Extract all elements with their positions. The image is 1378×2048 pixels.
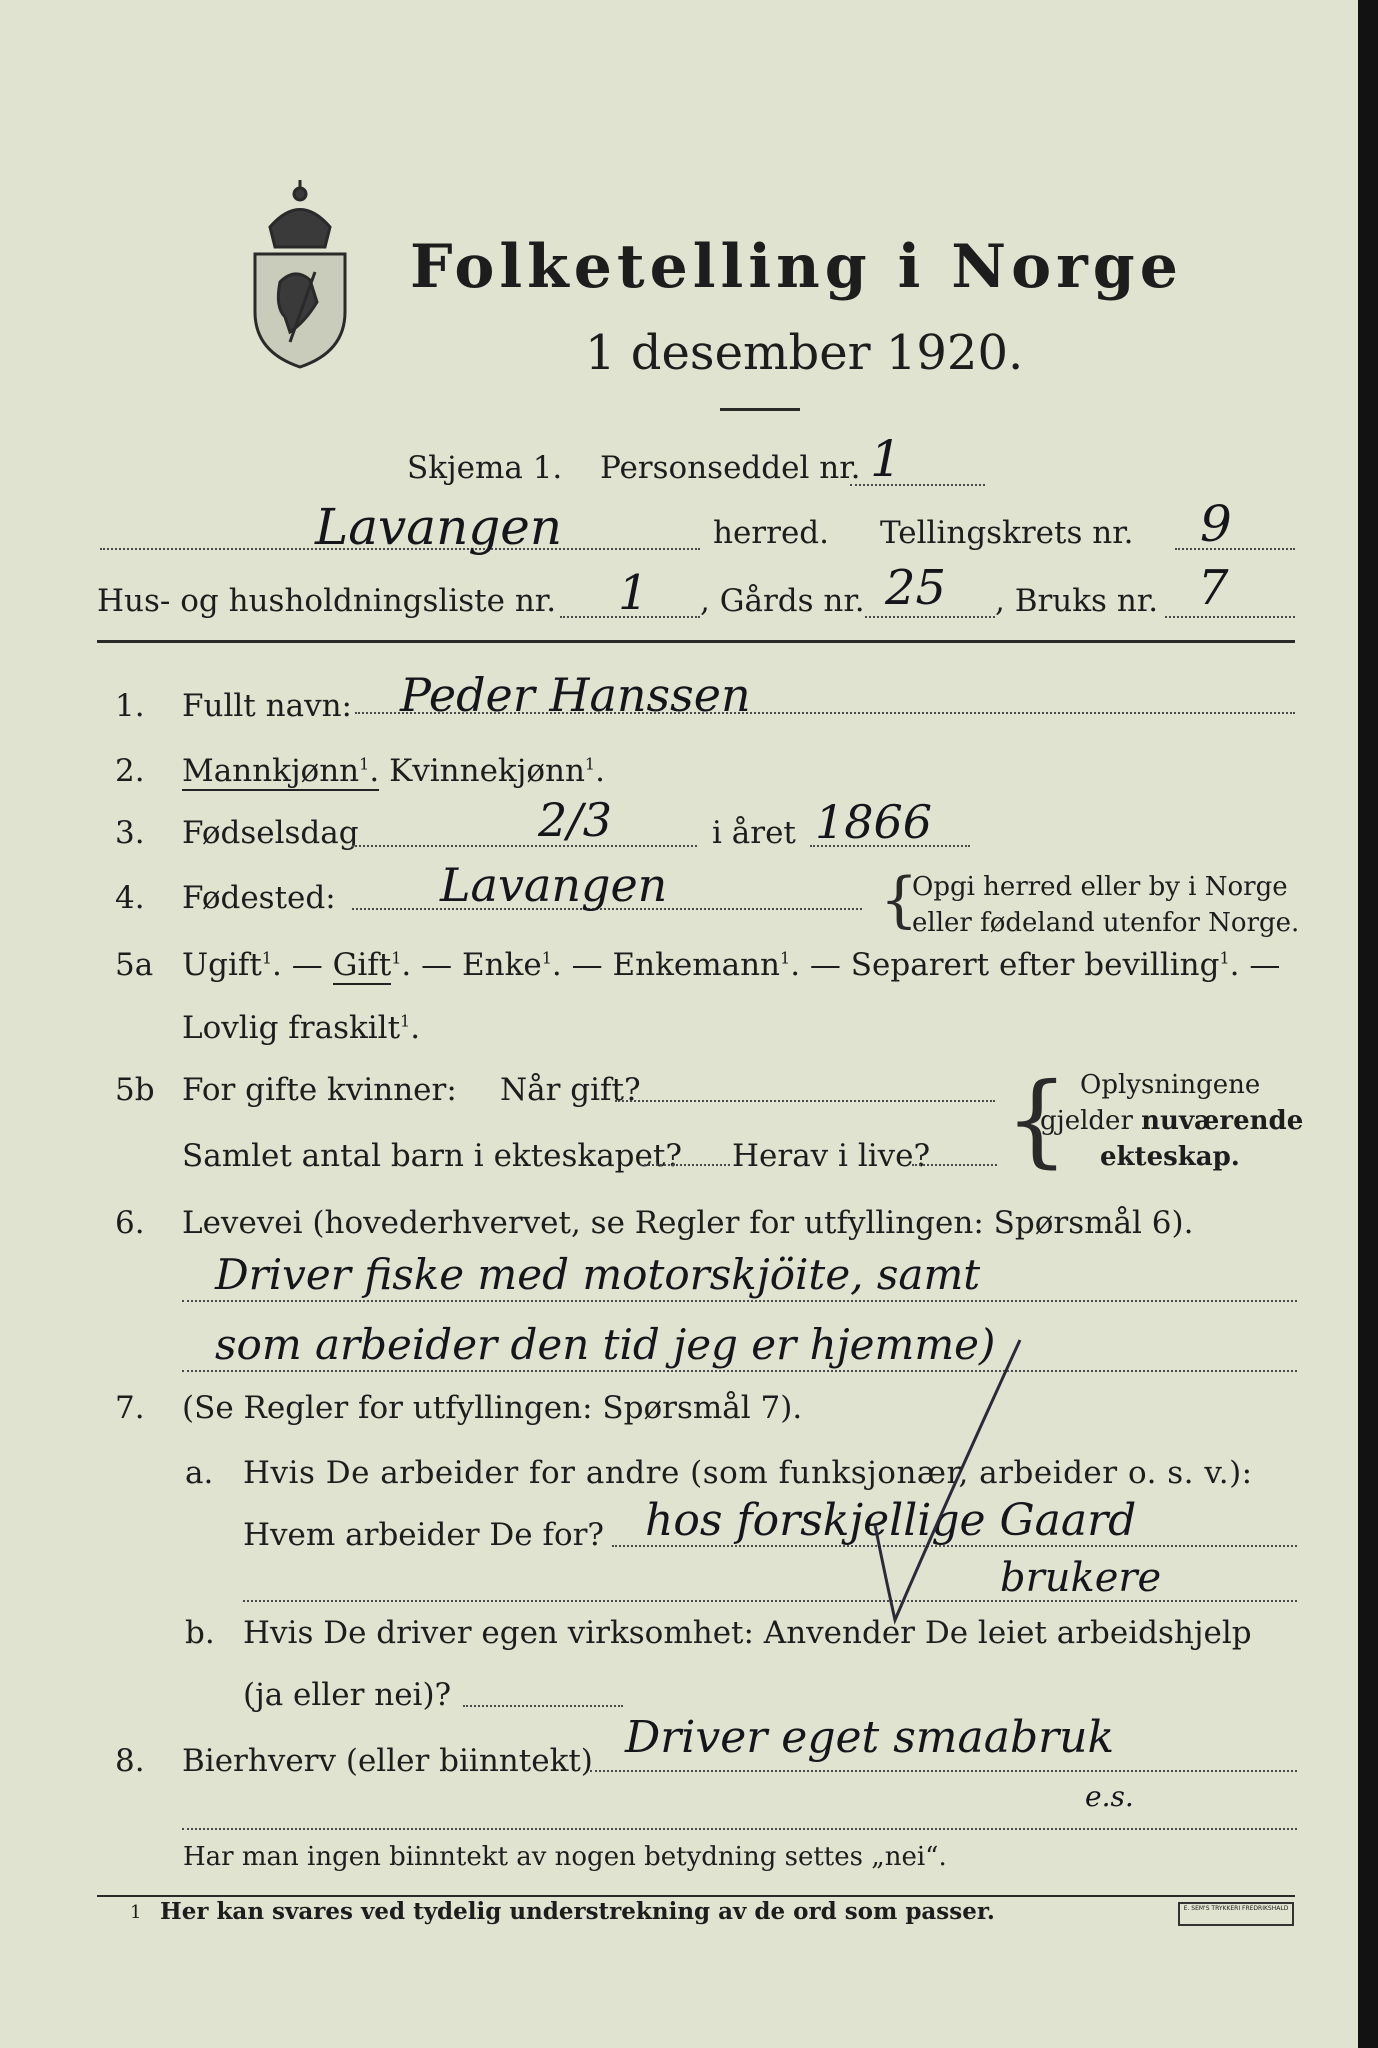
q5a-widow: Enke$^1$. — [461, 947, 603, 983]
q6-number: 6. [115, 1205, 145, 1241]
q8-line [590, 1770, 1297, 1772]
q7a-employer-value2: brukere [1000, 1555, 1162, 1601]
q5a-divorced: Lovlig fraskilt$^1$. [182, 1010, 421, 1046]
q5b-note-line2: gjelder nuværende [1040, 1106, 1304, 1136]
census-date: 1 desember 1920. [585, 325, 1024, 381]
personseddel-value: 1 [870, 430, 902, 488]
q3-year-label: i året [712, 815, 796, 851]
printer-stamp: E. SEM'S TRYKKERI FREDRIKSHALD [1178, 1902, 1294, 1926]
q7b-letter: b. [185, 1615, 215, 1651]
q1-number: 1. [115, 688, 145, 724]
q5b-children-total: Samlet antal barn i ekteskapet? [182, 1138, 682, 1174]
tellingskrets-label: Tellingskrets nr. [880, 515, 1134, 551]
coat-of-arms-emblem [245, 172, 355, 372]
q7b-answer-line [463, 1705, 623, 1707]
q5b-when-line [615, 1100, 995, 1102]
q3-day-line [352, 845, 697, 847]
q7-number: 7. [115, 1390, 145, 1426]
personseddel-label: Personseddel nr. [600, 450, 861, 486]
q6-line2 [182, 1370, 1297, 1372]
q2-female-option: Kvinnekjønn$^1$. [389, 753, 605, 789]
holding-value: 7 [1198, 560, 1229, 616]
q3-birth-day: 2/3 [538, 793, 613, 847]
q8-line2 [182, 1828, 1297, 1830]
q2-sex-options [182, 753, 605, 789]
holding-number-label: , Bruks nr. [995, 583, 1159, 619]
q4-birthplace: Lavangen [440, 858, 668, 912]
q8-secondary-income: Driver eget smaabruk [625, 1712, 1115, 1763]
q8-label: Bierhverv (eller biinntekt) [182, 1743, 593, 1779]
q5b-children-alive: Herav i live? [732, 1138, 931, 1174]
q5a-married: Gift [332, 947, 392, 983]
tellingskrets-value: 9 [1200, 495, 1232, 553]
q6-line1 [182, 1300, 1297, 1302]
herred-value: Lavangen [315, 498, 563, 556]
footnote-number: 1 [130, 1902, 142, 1923]
q7a-question: Hvis De arbeider for andre (som funksjonær, arbeider o. s. v.): [243, 1455, 1253, 1491]
q2-number: 2. [115, 753, 145, 789]
q7-label: (Se Regler for utfyllingen: Spørsmål 7). [182, 1390, 803, 1426]
q5a-separated: Separert efter bevilling$^1$. — [850, 947, 1281, 983]
q8-annotation-mark: e.s. [1085, 1780, 1134, 1813]
holding-line [1165, 616, 1295, 618]
tellingskrets-line [1175, 548, 1295, 550]
q4-note-line2: eller fødeland utenfor Norge. [912, 908, 1300, 938]
farm-value: 25 [885, 560, 947, 616]
q5b-when-married: Når gift? [500, 1072, 641, 1108]
q4-label: Fødested: [182, 880, 336, 916]
farm-number-label: , Gårds nr. [700, 583, 865, 619]
q8-number: 8. [115, 1743, 145, 1779]
schema-label: Skjema 1. [407, 450, 563, 486]
q5a-marital-options: Ugift$^1$. — Gift$^1$. — Enke$^1$. — Enkemann$^1$. — Separert efter bevilling$^1$. — [182, 947, 1281, 983]
q4-number: 4. [115, 880, 145, 916]
q1-full-name: Peder Hanssen [400, 668, 751, 722]
q7b-question: Hvis De driver egen virksomhet: Anvender De leiet arbeidshjelp [243, 1615, 1252, 1651]
household-value: 1 [618, 565, 649, 621]
q5b-label: For gifte kvinner: [182, 1072, 457, 1108]
q4-note-line1: Opgi herred eller by i Norge [912, 872, 1288, 902]
farm-line [865, 616, 995, 618]
q5b-note-line1: Oplysningene [1080, 1070, 1261, 1100]
q6-occupation-line1: Driver fiske med motorskjöite, samt [215, 1250, 981, 1299]
q2-male-option: Mannkjønn$^1$. [182, 753, 380, 789]
q5a-widower: Enkemann$^1$. — [612, 947, 841, 983]
q6-occupation-line2: som arbeider den tid jeg er hjemme) [215, 1320, 996, 1369]
q5b-note-line3: ekteskap. [1100, 1142, 1240, 1172]
q7b-hired-help-label: (ja eller nei)? [243, 1677, 452, 1713]
page-title: Folketelling i Norge [410, 232, 1183, 302]
household-list-label: Hus- og husholdningsliste nr. [97, 583, 557, 619]
q5b-number: 5b [115, 1072, 155, 1108]
q7a-employer-label: Hvem arbeider De for? [243, 1517, 605, 1553]
q5a-number: 5a [115, 947, 154, 983]
header-separator [97, 640, 1295, 643]
footer-note: Har man ingen biinntekt av nogen betydning settes „nei“. [183, 1842, 947, 1872]
footnote-text: Her kan svares ved tydelig understrekning av de ord som passer. [160, 1898, 995, 1925]
q7a-employer-value1: hos forskjellige Gaard [645, 1495, 1137, 1546]
q3-label: Fødselsdag [182, 815, 359, 851]
footnote-rule [97, 1895, 1295, 1897]
title-divider [720, 408, 800, 411]
q3-birth-year: 1866 [815, 795, 933, 849]
q6-label: Levevei (hovederhvervet, se Regler for utfyllingen: Spørsmål 6). [182, 1205, 1194, 1241]
q1-label: Fullt navn: [182, 688, 352, 724]
q5b-note-brace: { [1005, 1061, 1069, 1178]
herred-label: herred. [713, 515, 829, 551]
q7a-letter: a. [185, 1455, 214, 1491]
q5a-unmarried: Ugift$^1$. — [182, 947, 323, 983]
q4-note-brace: { [880, 865, 919, 935]
scan-edge [1358, 0, 1378, 2048]
q3-number: 3. [115, 815, 145, 851]
check-mark-stroke [850, 1335, 1030, 1625]
q5b-children-line [640, 1164, 730, 1166]
q5b-alive-line [912, 1164, 997, 1166]
